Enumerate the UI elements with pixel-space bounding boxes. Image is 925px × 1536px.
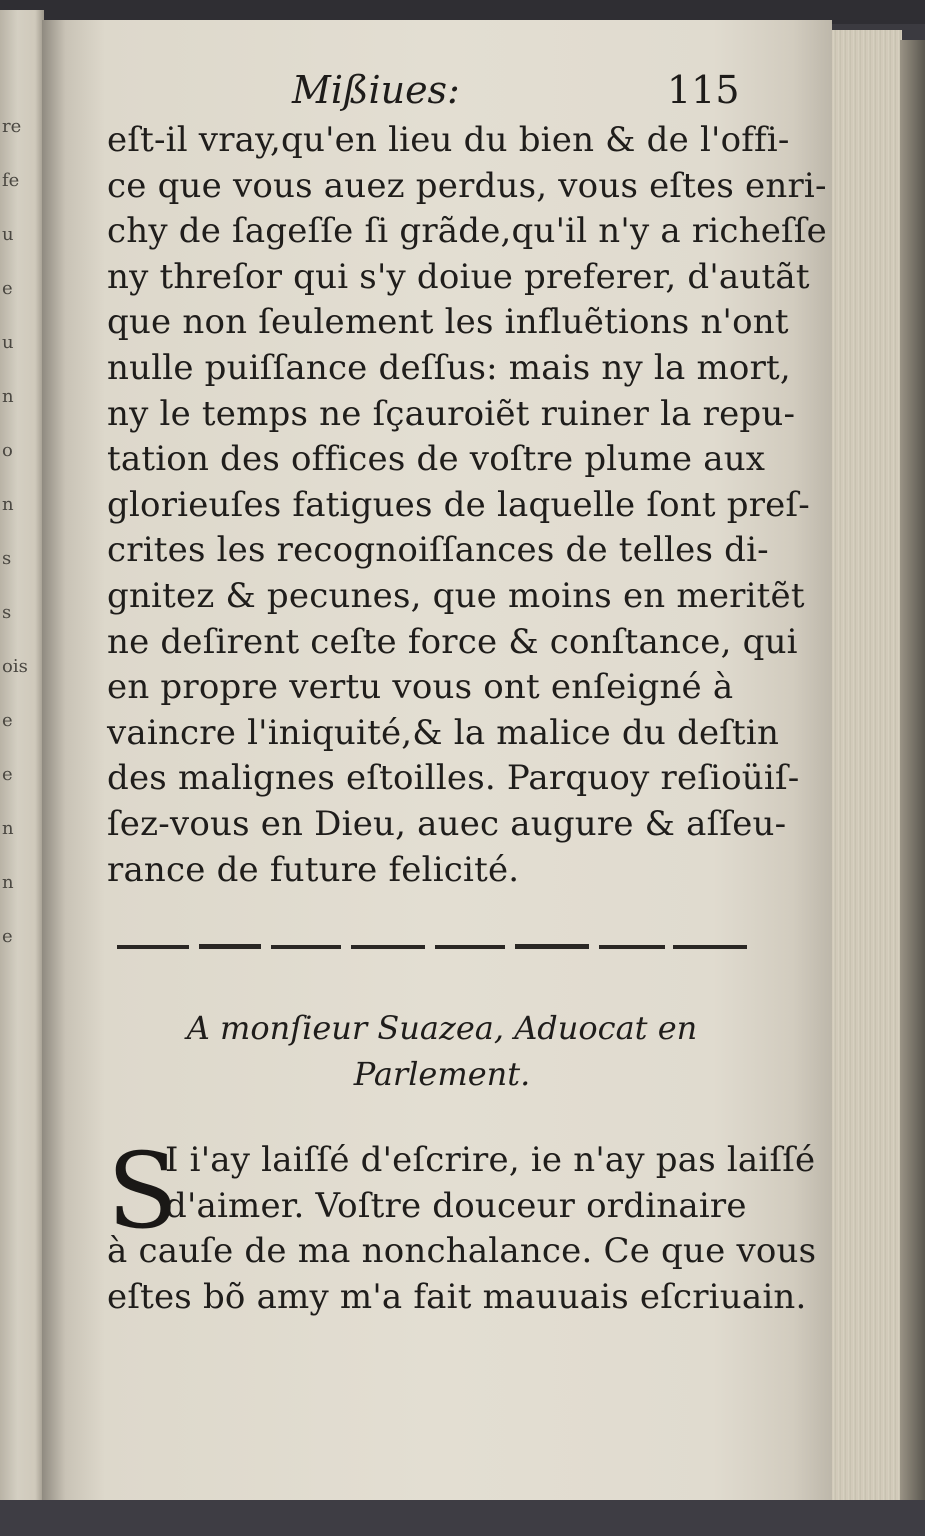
- facing-page-fragment: n: [2, 818, 14, 839]
- facing-page-fragment: n: [2, 386, 14, 407]
- text-line: que non ſeulement les influẽtions n'ont: [107, 302, 789, 343]
- text-line: ce que vous auez perdus, vous eſtes enri-: [107, 165, 827, 206]
- text-line: vaincre l'iniquité,& la malice du deſtin: [107, 712, 780, 753]
- facing-page-fragment: u: [2, 332, 14, 353]
- facing-page-fragment: s: [2, 602, 12, 623]
- text-line: glorieuſes fatigues de laquelle ſont preſ-: [107, 484, 810, 525]
- letter-line: eſtes bõ amy m'a fait mauuais eſcriuain.: [107, 1276, 807, 1317]
- drop-cap: S: [107, 1130, 179, 1252]
- letter-line: d'aimer. Voſtre douceur ordinaire: [165, 1185, 747, 1226]
- text-line: ne deſirent ceſte force & conſtance, qui: [107, 621, 798, 662]
- text-line: ſez-vous en Dieu, auec augure & aſſeu-: [107, 803, 787, 844]
- facing-page-fragment: e: [2, 710, 13, 731]
- facing-page-fragment: n: [2, 494, 14, 515]
- facing-page-fragment: s: [2, 548, 12, 569]
- text-line: rance de future felicité.: [107, 849, 520, 890]
- facing-page-fragment: e: [2, 764, 13, 785]
- heading-line: Parlement.: [353, 1055, 531, 1093]
- facing-page-fragment: fe: [2, 170, 20, 191]
- facing-page-fragment: ois: [2, 656, 28, 677]
- body-text: [107, 118, 827, 893]
- letter-line: I i'ay laiſſé d'eſcrire, ie n'ay pas laiſſé: [165, 1140, 816, 1180]
- facing-page-fragment: u: [2, 224, 14, 245]
- page-block-edges: [832, 30, 902, 1500]
- letter-heading: [122, 1005, 762, 1097]
- text-line: ny threſor qui s'y doiue preferer, d'autãt: [107, 256, 810, 297]
- text-line: des malignes eſtoilles. Parquoy reſioüiſ-: [107, 758, 800, 799]
- text-line: eſt-il vray,qu'en lieu du bien & de l'offi-: [107, 120, 790, 160]
- background-bottom: [0, 1500, 925, 1536]
- text-line: en propre vertu vous ont enſeigné à: [107, 667, 734, 708]
- page-number: 115: [667, 68, 740, 112]
- running-title: Mißiues:: [292, 68, 460, 112]
- facing-page-fragment: n: [2, 872, 14, 893]
- facing-page-fragment: e: [2, 278, 13, 299]
- facing-page-fragment: re: [2, 116, 22, 137]
- letter-opening: [107, 1130, 817, 1320]
- page-header: [292, 68, 752, 116]
- facing-page-fragment: o: [2, 440, 13, 461]
- ornamental-rule: [117, 940, 747, 954]
- letter-line: à cauſe de ma nonchalance. Ce que vous: [107, 1231, 817, 1272]
- book-page: [42, 20, 832, 1500]
- text-line: crites les recognoiſſances de telles di-: [107, 530, 769, 571]
- facing-page-edge: [0, 10, 44, 1500]
- facing-page-fragment: e: [2, 926, 13, 947]
- text-line: tation des offices de voſtre plume aux: [107, 439, 766, 480]
- text-line: chy de ſageſſe ſi grãde,qu'il n'y a richeſſe: [107, 211, 827, 252]
- text-line: gnitez & pecunes, que moins en meritẽt: [107, 575, 805, 616]
- heading-line: A monſieur Suazea, Aduocat en: [186, 1009, 698, 1047]
- book-cover-edge: [900, 40, 925, 1500]
- text-line: ny le temps ne ſçauroiẽt ruiner la repu-: [107, 393, 796, 434]
- text-line: nulle puiſſance deſſus: mais ny la mort,: [107, 347, 791, 388]
